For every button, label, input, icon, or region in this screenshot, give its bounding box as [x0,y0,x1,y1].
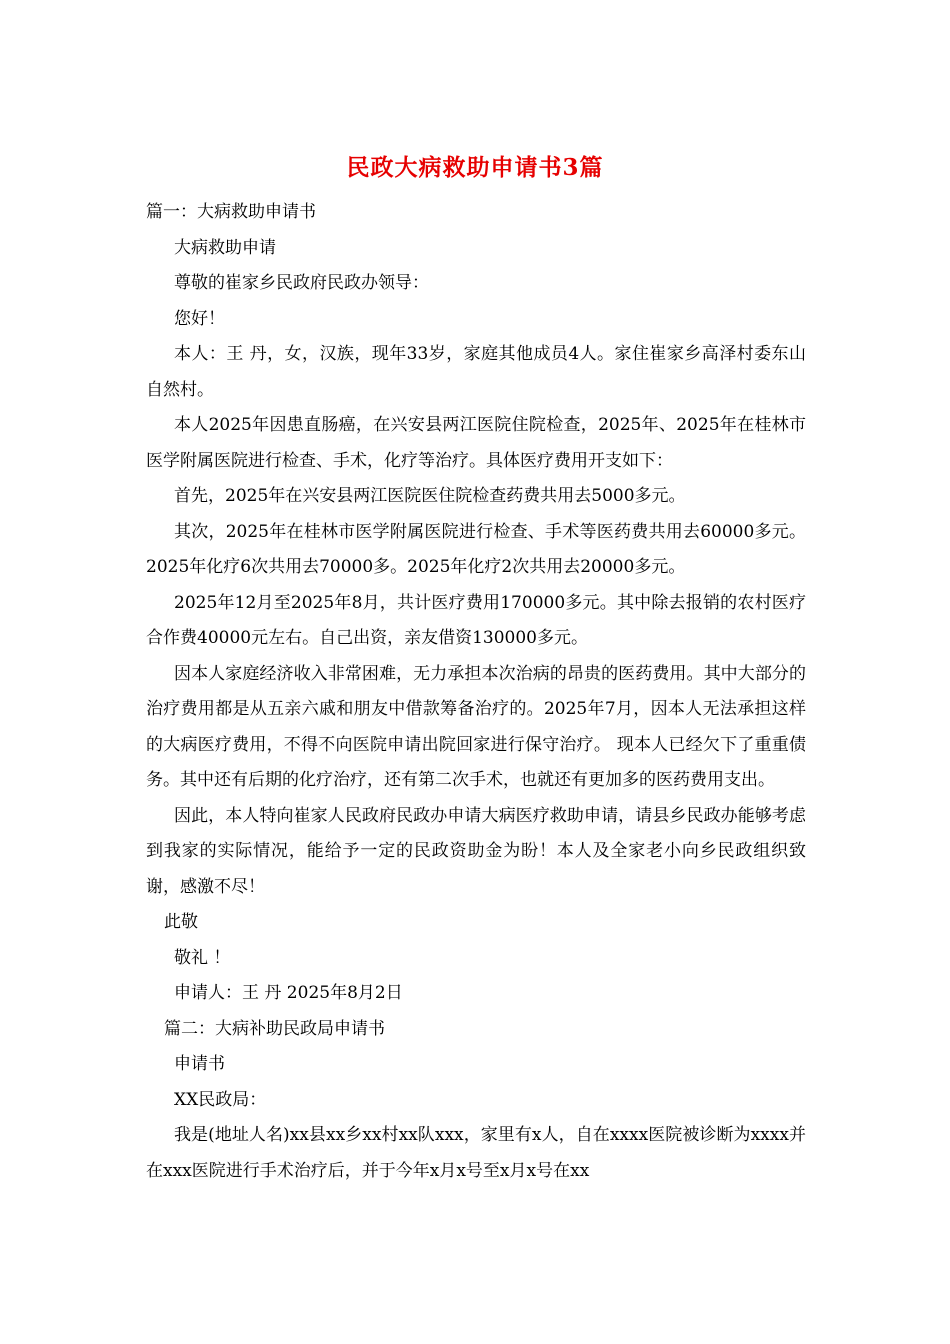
paragraph: 因此，本人特向崔家人民政府民政办申请大病医疗救助申请，请县乡民政办能够考虑到我家的实际情况，能给予一定的民政资助金为盼！本人及全家老小向乡民政组织致谢，感激不尽！ [146,805,806,897]
signature-line: 申请人：王 丹 2025年8月2日 [174,983,403,1003]
greeting: 您好！ [174,308,225,329]
section-heading-2: 篇二：大病补助民政局申请书 [164,1018,385,1039]
document-title: 民政大病救助申请书3篇 [346,154,604,181]
salutation: XX民政局： [174,1089,267,1110]
paragraph: 因本人家庭经济收入非常困难，无力承担本次治病的昂贵的医药费用。其中大部分的治疗费用都是从五亲六戚和朋友中借款筹备治疗的。2025年7月，因本人无法承担这样的大病医疗费用，不得不向医院申请出院回家进行保守治疗。 现本人已经欠下了重重债务。其中还有后期的化疗治疗，还有第二次手术，也就还有更加多的医药费用支出。 [146,663,806,790]
closing-phrase: 此敬 [164,912,198,932]
document-body [146,195,806,1189]
paragraph: 本人：王 丹，女，汉族，现年33岁，家庭其他成员4人。家住崔家乡高泽村委东山自然村。 [146,344,806,400]
letter-heading: 大病救助申请 [174,237,276,258]
closing-salute: 敬礼 ！ [174,947,231,968]
paragraph: 我是(地址人名)xx县xx乡xx村xx队xxx，家里有x人，自在xxxx医院被诊断为xxxx并在xxx医院进行手术治疗后，并于今年x月x号至x月x号在xx [146,1125,806,1181]
paragraph: 本人2025年因患直肠癌，在兴安县两江医院住院检查，2025年、2025年在桂林市医学附属医院进行检查、手术，化疗等治疗。具体医疗费用开支如下： [146,415,806,471]
paragraph: 其次，2025年在桂林市医学附属医院进行检查、手术等医药费共用去60000多元。2025年化疗6次共用去70000多。2025年化疗2次共用去20000多元。 [146,521,806,577]
paragraph: 首先，2025年在兴安县两江医院医住院检查药费共用去5000多元。 [174,486,686,506]
letter-heading: 申请书 [174,1054,225,1074]
paragraph: 2025年12月至2025年8月，共计医疗费用170000多元。其中除去报销的农村医疗合作费40000元左右。自己出资，亲友借资130000多元。 [146,592,806,648]
salutation: 尊敬的崔家乡民政府民政办领导： [174,273,429,293]
section-heading-1: 篇一：大病救助申请书 [146,202,316,222]
